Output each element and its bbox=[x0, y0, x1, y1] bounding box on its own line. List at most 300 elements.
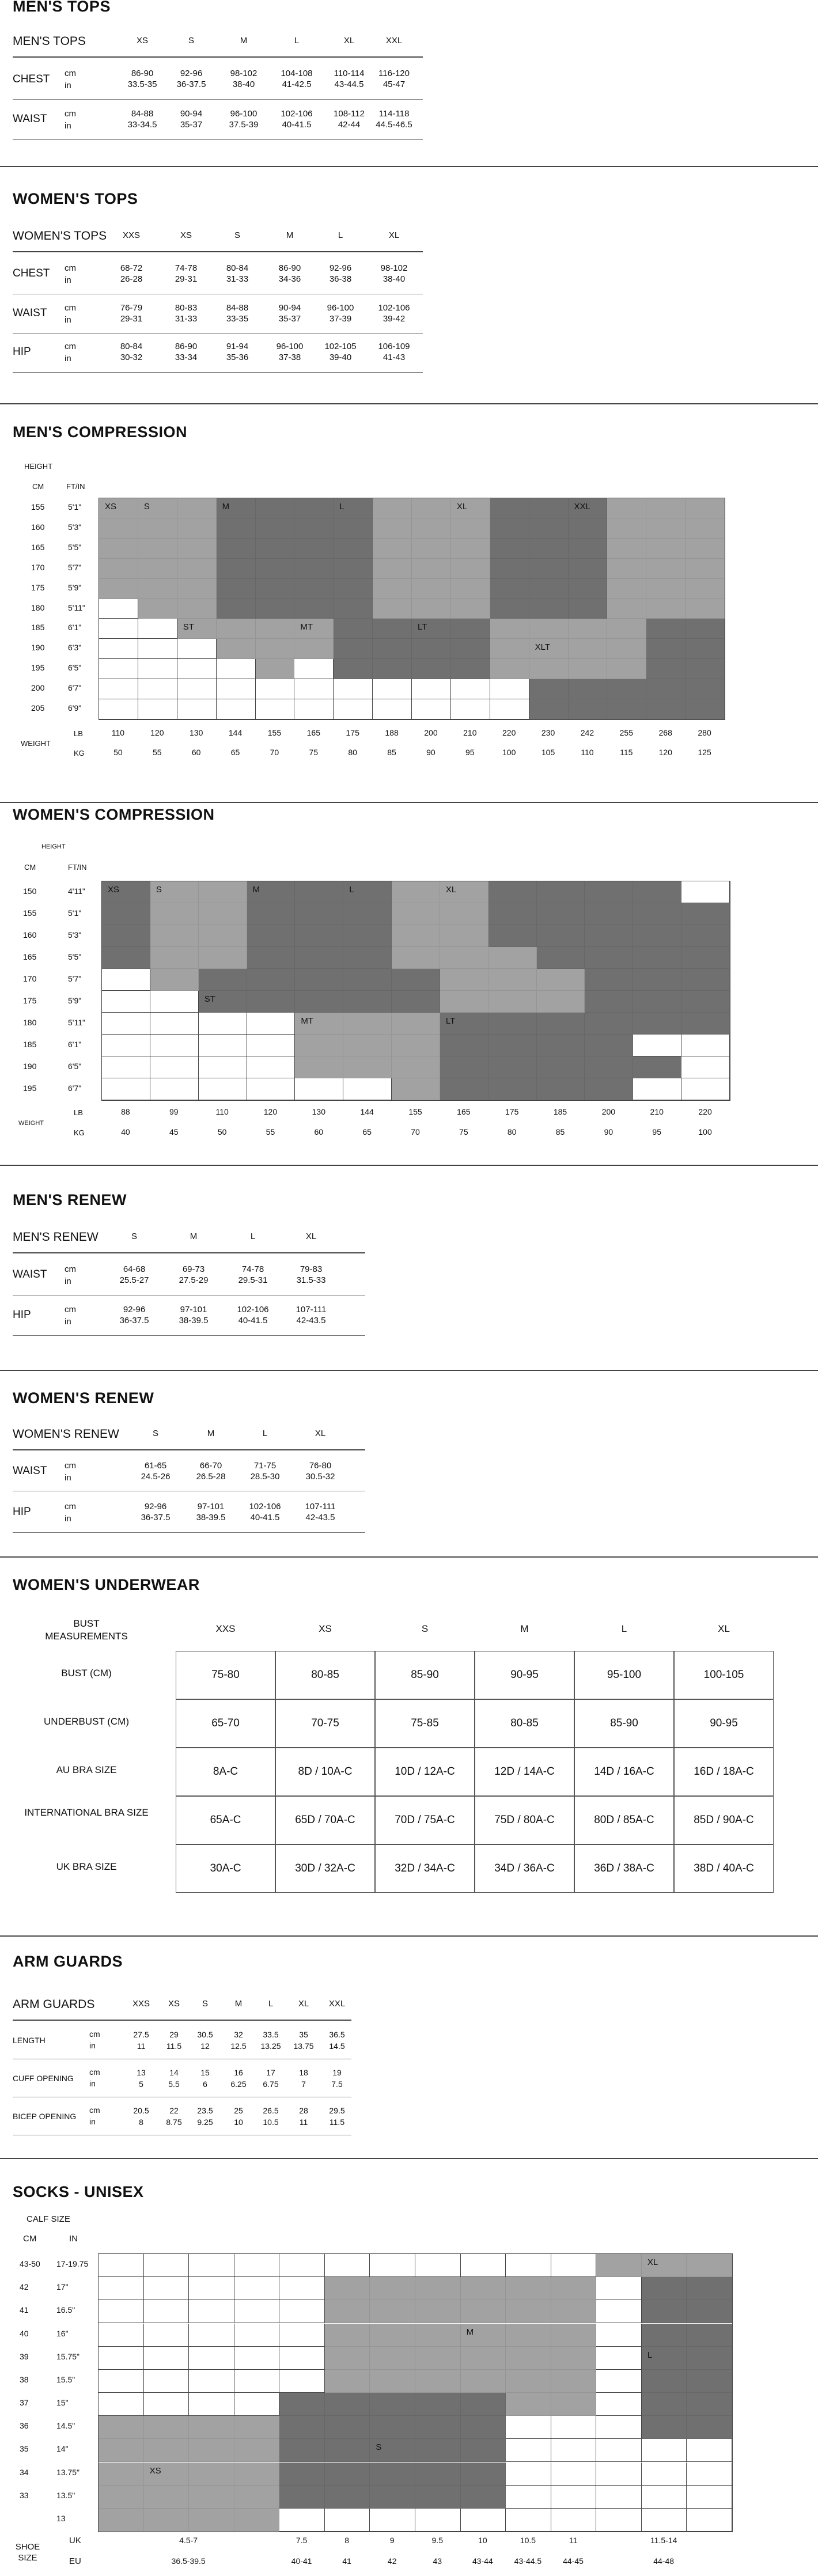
height-ftin-label: 5'7" bbox=[68, 562, 82, 572]
grid-cell bbox=[343, 903, 392, 925]
grid-cell bbox=[234, 2277, 280, 2300]
grid-cell bbox=[370, 2509, 415, 2532]
value-cell: 32D / 34A-C bbox=[375, 1844, 475, 1893]
grid-cell bbox=[686, 699, 725, 719]
height-cm-label: 150 bbox=[23, 887, 37, 896]
grid-cell bbox=[415, 2347, 461, 2370]
grid-cell bbox=[138, 679, 177, 699]
grid-cell bbox=[99, 2486, 144, 2509]
value-cell: 34D / 36A-C bbox=[475, 1844, 574, 1893]
size-header: M bbox=[286, 230, 294, 240]
value-cell: 61-65 24.5-26 bbox=[141, 1461, 171, 1482]
calf-in-label: 16" bbox=[56, 2328, 69, 2338]
grid-cell bbox=[569, 659, 608, 679]
size-header: XS bbox=[136, 36, 149, 46]
height-ftin-label: 5'5" bbox=[68, 542, 82, 552]
grid-cell bbox=[451, 539, 490, 559]
size-header: S bbox=[152, 1429, 159, 1438]
height-cm-label: 155 bbox=[23, 908, 37, 918]
grid-cell bbox=[686, 659, 725, 679]
grid-cell bbox=[646, 639, 686, 659]
grid-cell bbox=[373, 599, 412, 619]
grid-cell bbox=[537, 881, 585, 903]
unit-cm: cm bbox=[65, 1502, 76, 1511]
grid-cell bbox=[99, 2347, 144, 2370]
womens-underwear-title: WOMEN'S UNDERWEAR bbox=[13, 1576, 200, 1593]
value-cell: 76-79 29-31 bbox=[120, 303, 143, 324]
value-cell: 66-70 26.5-28 bbox=[196, 1461, 226, 1482]
weight-lb-label: 268 bbox=[658, 728, 672, 737]
grid-cell bbox=[295, 969, 343, 991]
value-cell: 80-84 30-32 bbox=[120, 342, 143, 362]
grid-cell bbox=[189, 2254, 234, 2277]
grid-cell bbox=[686, 579, 725, 599]
grid-cell bbox=[99, 639, 138, 659]
grid-cell bbox=[189, 2486, 234, 2509]
grid-cell bbox=[529, 659, 569, 679]
grid-cell bbox=[461, 2300, 506, 2323]
value-cell: 95-100 bbox=[574, 1651, 674, 1699]
grid-cell bbox=[256, 539, 295, 559]
grid-cell bbox=[490, 559, 529, 579]
unit-cm: cm bbox=[65, 303, 76, 313]
value-cell: 102-105 39-40 bbox=[324, 342, 357, 362]
grid-cell bbox=[585, 1013, 633, 1035]
grid-cell bbox=[646, 659, 686, 679]
grid-cell bbox=[569, 599, 608, 619]
row-label-hip: HIP bbox=[13, 1309, 31, 1321]
grid-cell bbox=[392, 991, 440, 1013]
grid-cell bbox=[551, 2347, 597, 2370]
size-header: XXS bbox=[215, 1623, 236, 1634]
value-cell: 29 11.5 bbox=[166, 2030, 182, 2051]
grid-cell bbox=[451, 699, 490, 719]
value-cell: 26.5 10.5 bbox=[263, 2106, 279, 2127]
value-cell: 14 5.5 bbox=[168, 2068, 180, 2089]
grid-cell bbox=[490, 659, 529, 679]
value-cell: 80-83 31-33 bbox=[175, 303, 198, 324]
grid-cell bbox=[334, 539, 373, 559]
value-cell: 14D / 16A-C bbox=[574, 1748, 674, 1796]
grid-cell bbox=[199, 1056, 247, 1078]
size-grid bbox=[99, 498, 725, 720]
grid-cell bbox=[461, 2393, 506, 2416]
height-cm-label: 175 bbox=[31, 582, 45, 592]
grid-cell bbox=[551, 2416, 597, 2439]
grid-cell bbox=[529, 699, 569, 719]
grid-cell bbox=[585, 1035, 633, 1056]
value-cell: 13 5 bbox=[137, 2068, 146, 2089]
height-ftin-label: 6'1" bbox=[68, 1040, 82, 1049]
grid-cell bbox=[596, 2324, 642, 2347]
value-cell: 98-102 38-40 bbox=[230, 69, 257, 89]
grid-cell bbox=[607, 498, 646, 518]
size-label: XS bbox=[149, 2465, 161, 2476]
unit-cm: cm bbox=[65, 109, 76, 119]
grid-cell bbox=[529, 579, 569, 599]
grid-cell bbox=[295, 903, 343, 925]
value-cell: 96-100 37-39 bbox=[327, 303, 354, 324]
grid-cell bbox=[412, 599, 451, 619]
grid-cell bbox=[607, 639, 646, 659]
grid-cell bbox=[488, 947, 537, 969]
weight-lb-label: 175 bbox=[505, 1107, 519, 1116]
grid-cell bbox=[451, 559, 490, 579]
grid-cell bbox=[373, 699, 412, 719]
weight-lb-label: 280 bbox=[698, 728, 711, 737]
eu-size-label: 40-41 bbox=[291, 2556, 312, 2566]
value-cell: 86-90 33-34 bbox=[175, 342, 198, 362]
grid-cell bbox=[234, 2254, 280, 2277]
grid-cell bbox=[687, 2300, 732, 2323]
value-cell: 30A-C bbox=[176, 1844, 275, 1893]
grid-cell bbox=[596, 2347, 642, 2370]
grid-cell bbox=[646, 679, 686, 699]
grid-cell bbox=[99, 2463, 144, 2486]
grid-cell bbox=[370, 2277, 415, 2300]
grid-cell bbox=[392, 969, 440, 991]
grid-cell bbox=[569, 699, 608, 719]
grid-cell bbox=[144, 2370, 190, 2393]
grid-cell bbox=[687, 2393, 732, 2416]
grid-cell bbox=[373, 619, 412, 639]
row-label-waist: WAIST bbox=[13, 1268, 47, 1281]
grid-cell bbox=[461, 2439, 506, 2462]
grid-cell bbox=[461, 2416, 506, 2439]
value-cell: 102-106 39-42 bbox=[378, 303, 410, 324]
grid-cell bbox=[488, 991, 537, 1013]
grid-cell bbox=[646, 699, 686, 719]
value-cell: 18 7 bbox=[299, 2068, 308, 2089]
grid-cell bbox=[506, 2347, 551, 2370]
height-cm-label: 180 bbox=[23, 1018, 37, 1027]
arm-guards-title: ARM GUARDS bbox=[13, 1953, 123, 1970]
size-header: XS bbox=[180, 230, 192, 240]
grid-cell bbox=[686, 599, 725, 619]
weight-lb-label: 110 bbox=[111, 728, 125, 737]
grid-cell bbox=[256, 599, 295, 619]
weight-kg-label: 80 bbox=[507, 1127, 517, 1137]
height-cm-label: 175 bbox=[23, 996, 37, 1005]
weight-kg-label: 65 bbox=[362, 1127, 372, 1137]
size-header: XS bbox=[168, 1999, 180, 2009]
grid-cell bbox=[150, 903, 199, 925]
grid-cell bbox=[596, 2463, 642, 2486]
grid-cell bbox=[392, 881, 440, 903]
weight-kg-label: 115 bbox=[620, 748, 633, 757]
value-cell: 85-90 bbox=[574, 1699, 674, 1748]
size-header: L bbox=[338, 230, 343, 240]
size-label: XL bbox=[445, 885, 457, 895]
height-cm-label: 190 bbox=[31, 643, 45, 653]
grid-cell bbox=[334, 559, 373, 579]
grid-cell bbox=[596, 2416, 642, 2439]
grid-cell bbox=[189, 2509, 234, 2532]
height-ftin-label: 5'1" bbox=[68, 908, 82, 918]
grid-cell bbox=[325, 2486, 370, 2509]
grid-cell bbox=[490, 699, 529, 719]
uk-size-label: 8 bbox=[344, 2536, 350, 2545]
grid-cell bbox=[596, 2277, 642, 2300]
womens-renew-title: WOMEN'S RENEW bbox=[13, 1389, 154, 1407]
grid-cell bbox=[488, 1013, 537, 1035]
unit-cm: cm bbox=[89, 2105, 100, 2115]
grid-cell bbox=[295, 881, 343, 903]
grid-cell bbox=[537, 925, 585, 947]
size-label: XS bbox=[108, 885, 120, 895]
grid-cell bbox=[529, 599, 569, 619]
grid-cell bbox=[279, 2416, 325, 2439]
grid-cell bbox=[415, 2416, 461, 2439]
grid-cell bbox=[256, 559, 295, 579]
value-cell: 102-106 40-41.5 bbox=[281, 109, 313, 130]
grid-cell bbox=[412, 559, 451, 579]
calf-in-label: 15" bbox=[56, 2398, 69, 2407]
grid-cell bbox=[461, 2370, 506, 2393]
weight-lb-label: 88 bbox=[121, 1107, 130, 1116]
uk-label: UK bbox=[69, 2536, 81, 2545]
grid-cell bbox=[199, 1013, 247, 1035]
height-ftin-label: 5'3" bbox=[68, 522, 82, 532]
ftin-label: FT/IN bbox=[66, 482, 85, 491]
grid-cell bbox=[279, 2324, 325, 2347]
weight-label: WEIGHT bbox=[21, 739, 51, 748]
size-label: XXL bbox=[574, 502, 590, 512]
grid-cell bbox=[199, 881, 247, 903]
grid-cell bbox=[144, 2486, 190, 2509]
row-divider bbox=[13, 1335, 365, 1336]
grid-cell bbox=[633, 903, 681, 925]
height-ftin-label: 6'5" bbox=[68, 663, 82, 673]
grid-cell bbox=[217, 559, 256, 579]
grid-cell bbox=[256, 518, 295, 539]
grid-cell bbox=[569, 539, 608, 559]
grid-cell bbox=[279, 2254, 325, 2277]
grid-cell bbox=[177, 699, 217, 719]
size-header: XL bbox=[315, 1429, 326, 1438]
grid-cell bbox=[440, 1078, 488, 1100]
grid-cell bbox=[686, 559, 725, 579]
size-header: M bbox=[190, 1232, 198, 1241]
row-label: INTERNATIONAL BRA SIZE bbox=[24, 1807, 149, 1818]
value-cell: 100-105 bbox=[674, 1651, 774, 1699]
value-cell: 80-84 31-33 bbox=[226, 263, 249, 284]
unit-cm: cm bbox=[65, 342, 76, 351]
eu-size-label: 43-44 bbox=[472, 2556, 493, 2566]
grid-cell bbox=[343, 991, 392, 1013]
size-label: XLT bbox=[535, 642, 551, 653]
grid-cell bbox=[681, 1078, 730, 1100]
eu-size-label: 44-45 bbox=[563, 2556, 584, 2566]
row-label-chest: CHEST bbox=[13, 73, 50, 85]
grid-cell bbox=[234, 2300, 280, 2323]
grid-cell bbox=[294, 579, 334, 599]
value-cell: 80D / 85A-C bbox=[574, 1796, 674, 1844]
calf-in-label: 17" bbox=[56, 2282, 69, 2292]
grid-cell bbox=[150, 925, 199, 947]
weight-lb-label: 200 bbox=[424, 728, 438, 737]
mens-compression-section bbox=[0, 404, 818, 802]
grid-cell bbox=[585, 925, 633, 947]
size-header: L bbox=[268, 1999, 274, 2009]
height-ftin-label: 6'1" bbox=[68, 623, 82, 632]
grid-cell bbox=[646, 579, 686, 599]
grid-cell bbox=[596, 2486, 642, 2509]
grid-cell bbox=[585, 969, 633, 991]
grid-cell bbox=[490, 679, 529, 699]
grid-cell bbox=[102, 1078, 150, 1100]
grid-cell bbox=[102, 1013, 150, 1035]
grid-cell bbox=[189, 2324, 234, 2347]
size-header: S bbox=[202, 1999, 209, 2009]
grid-cell bbox=[325, 2416, 370, 2439]
grid-cell bbox=[607, 539, 646, 559]
cm-label: CM bbox=[24, 863, 36, 872]
unit-cm: cm bbox=[89, 2029, 100, 2039]
grid-cell bbox=[569, 679, 608, 699]
grid-cell bbox=[343, 947, 392, 969]
weight-kg-label: 60 bbox=[191, 748, 201, 757]
grid-cell bbox=[138, 579, 177, 599]
grid-cell bbox=[99, 619, 138, 639]
grid-cell bbox=[343, 1056, 392, 1078]
grid-cell bbox=[642, 2300, 687, 2323]
grid-cell bbox=[325, 2254, 370, 2277]
grid-cell bbox=[199, 969, 247, 991]
grid-cell bbox=[294, 599, 334, 619]
grid-cell bbox=[294, 699, 334, 719]
value-cell: 12D / 14A-C bbox=[475, 1748, 574, 1796]
grid-cell bbox=[490, 498, 529, 518]
grid-cell bbox=[234, 2463, 280, 2486]
weight-kg-label: 55 bbox=[153, 748, 162, 757]
grid-cell bbox=[488, 1035, 537, 1056]
grid-cell bbox=[150, 1078, 199, 1100]
grid-cell bbox=[537, 969, 585, 991]
height-ftin-label: 6'7" bbox=[68, 683, 82, 693]
calf-cm-label: 41 bbox=[20, 2305, 29, 2315]
arm-guards-header: ARM GUARDS bbox=[13, 1998, 95, 2011]
grid-cell bbox=[687, 2254, 732, 2277]
uk-size-label: 7.5 bbox=[296, 2536, 308, 2545]
grid-cell bbox=[551, 2254, 597, 2277]
grid-cell bbox=[325, 2277, 370, 2300]
weight-lb-label: 185 bbox=[553, 1107, 567, 1116]
grid-cell bbox=[189, 2347, 234, 2370]
grid-cell bbox=[488, 969, 537, 991]
row-label-hip: HIP bbox=[13, 1506, 31, 1518]
height-ftin-label: 5'7" bbox=[68, 974, 82, 983]
grid-cell bbox=[373, 639, 412, 659]
unit-cm: cm bbox=[65, 1461, 76, 1471]
weight-lb-label: 242 bbox=[580, 728, 594, 737]
weight-kg-label: 90 bbox=[604, 1127, 614, 1137]
grid-cell bbox=[343, 925, 392, 947]
bust-measurements-header: BUST MEASUREMENTS bbox=[45, 1618, 128, 1642]
size-label: MT bbox=[300, 622, 313, 632]
grid-cell bbox=[138, 559, 177, 579]
grid-cell bbox=[681, 1056, 730, 1078]
size-header: XL bbox=[305, 1232, 317, 1241]
grid-cell bbox=[99, 559, 138, 579]
value-cell: 97-101 38-39.5 bbox=[179, 1305, 209, 1325]
size-header: M bbox=[240, 36, 248, 46]
size-header: XXS bbox=[122, 230, 141, 240]
value-cell: 71-75 28.5-30 bbox=[250, 1461, 280, 1482]
size-header: XXL bbox=[328, 1999, 346, 2009]
ftin-label: FT/IN bbox=[68, 863, 87, 872]
divider bbox=[13, 1449, 365, 1450]
grid-cell bbox=[506, 2509, 551, 2532]
grid-cell bbox=[607, 619, 646, 639]
grid-cell bbox=[451, 518, 490, 539]
grid-cell bbox=[279, 2370, 325, 2393]
grid-cell bbox=[177, 639, 217, 659]
grid-cell bbox=[607, 559, 646, 579]
grid-cell bbox=[392, 1078, 440, 1100]
grid-cell bbox=[325, 2439, 370, 2462]
grid-cell bbox=[686, 498, 725, 518]
value-cell: 90-94 35-37 bbox=[278, 303, 301, 324]
grid-cell bbox=[551, 2277, 597, 2300]
cm-label: CM bbox=[32, 482, 44, 491]
grid-cell bbox=[177, 518, 217, 539]
grid-cell bbox=[451, 599, 490, 619]
eu-size-label: 36.5-39.5 bbox=[171, 2556, 206, 2566]
womens-underwear-section bbox=[0, 1558, 818, 1935]
weight-kg-label: 65 bbox=[230, 748, 240, 757]
grid-cell bbox=[440, 925, 488, 947]
grid-cell bbox=[607, 679, 646, 699]
grid-cell bbox=[642, 2509, 687, 2532]
grid-cell bbox=[451, 639, 490, 659]
grid-cell bbox=[490, 599, 529, 619]
grid-cell bbox=[392, 947, 440, 969]
size-header: L bbox=[250, 1232, 256, 1241]
grid-cell bbox=[189, 2416, 234, 2439]
value-cell: 86-90 34-36 bbox=[278, 263, 301, 284]
grid-cell bbox=[189, 2300, 234, 2323]
grid-cell bbox=[99, 2393, 144, 2416]
grid-cell bbox=[99, 659, 138, 679]
grid-cell bbox=[412, 579, 451, 599]
grid-cell bbox=[392, 925, 440, 947]
unit-in: in bbox=[65, 1317, 71, 1327]
weight-kg-label: 50 bbox=[113, 748, 123, 757]
size-header: XL bbox=[298, 1999, 309, 2009]
grid-cell bbox=[256, 679, 295, 699]
grid-cell bbox=[392, 903, 440, 925]
grid-cell bbox=[633, 969, 681, 991]
size-header: S bbox=[131, 1232, 138, 1241]
grid-cell bbox=[256, 498, 295, 518]
grid-cell bbox=[488, 881, 537, 903]
grid-cell bbox=[529, 619, 569, 639]
grid-cell bbox=[217, 679, 256, 699]
grid-cell bbox=[607, 599, 646, 619]
grid-cell bbox=[506, 2393, 551, 2416]
value-cell: 75-80 bbox=[176, 1651, 275, 1699]
value-cell: 104-108 41-42.5 bbox=[281, 69, 313, 89]
size-label: S bbox=[376, 2442, 382, 2453]
grid-cell bbox=[247, 925, 296, 947]
height-ftin-label: 5'9" bbox=[68, 582, 82, 592]
grid-cell bbox=[490, 518, 529, 539]
grid-cell bbox=[569, 619, 608, 639]
grid-cell bbox=[529, 539, 569, 559]
weight-kg-label: 45 bbox=[169, 1127, 179, 1137]
grid-cell bbox=[585, 903, 633, 925]
